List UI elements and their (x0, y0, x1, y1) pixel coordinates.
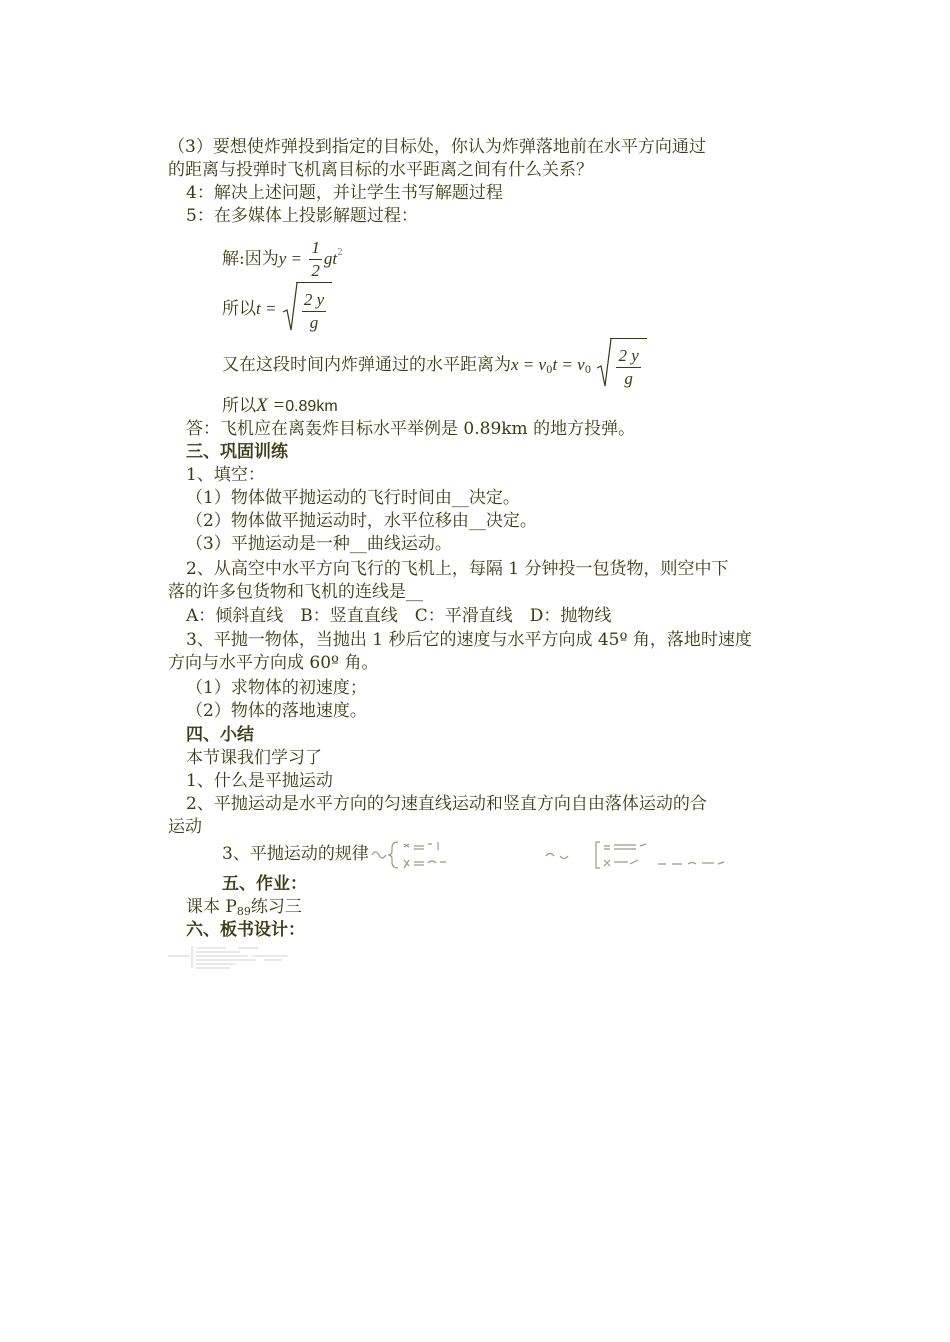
homework-page-subscript: 89 (236, 905, 251, 918)
so-t-prefix: 所以 (222, 299, 256, 319)
t-equals-v: t = v (552, 355, 585, 374)
question-2-options: A：倾斜直线 B：竖直直线 C：平滑直线 D：抛物线 (186, 606, 612, 626)
sqrt-numerator-2: 2 y (616, 345, 640, 368)
summary-2-line1: 2、平抛运动是水平方向的匀速直线运动和竖直方向自由落体运动的合 (186, 794, 707, 814)
section-6-title: 六、板书设计： (186, 920, 305, 940)
board-design-thumbnail (168, 944, 292, 970)
gt-term: gt (323, 249, 338, 268)
fill-blank-2: （2）物体做平抛运动时，水平位移由__决定。 (186, 511, 537, 531)
y-equals: y = (278, 249, 303, 268)
radical-icon (596, 338, 612, 388)
solution-prefix: 解:因为 (222, 249, 279, 269)
t-equals: t = (256, 299, 277, 318)
x-value: 0.89km (285, 398, 338, 415)
q3-text-line1: （3）要想使炸弹投到指定的目标处，你认为炸弹落地前在水平方向通过 (168, 137, 706, 157)
summary-intro: 本节课我们学习了 (186, 748, 322, 768)
v0-subscript-2: 0 (584, 365, 592, 376)
fraction-half (309, 237, 322, 282)
homework-prefix: 课本 P (186, 897, 237, 917)
sqrt-expression-2 (596, 338, 646, 393)
step-4: 4：解决上述问题，并让学生书写解题过程 (186, 183, 503, 203)
fill-blank-title: 1、填空： (186, 465, 265, 485)
v0-subscript-1: 0 (546, 365, 553, 376)
sqrt-denominator-2: g (624, 369, 633, 388)
solution-x-formula (222, 338, 647, 390)
horizontal-prefix: 又在这段时间内炸弹通过的水平距离为 (222, 355, 511, 375)
sqrt-fraction (302, 289, 326, 334)
solution-t-formula (222, 282, 332, 334)
x-var: X = (256, 395, 286, 416)
solution-y-formula (222, 228, 343, 278)
question-3-part2: （2）物体的落地速度。 (186, 701, 367, 721)
section-5-title: 五、作业： (222, 874, 307, 894)
square-exponent: 2 (337, 248, 343, 258)
question-3-line1: 3、平抛一物体，当抛出 1 秒后它的速度与水平方向成 45º 角，落地时速度 (186, 630, 752, 650)
fill-blank-3: （3）平抛运动是一种__曲线运动。 (186, 534, 452, 554)
so-x-result (222, 395, 338, 418)
fill-blank-1: （1）物体做平抛运动的飞行时间由__决定。 (186, 488, 520, 508)
question-2-line1: 2、从高空中水平方向飞行的飞机上，每隔 1 分钟投一包货物，则空中下 (186, 559, 729, 579)
sqrt-denominator: g (309, 313, 319, 332)
x-equals-v: x = v (511, 355, 547, 374)
answer-line: 答：飞机应在离轰炸目标水平举例是 0.89km 的地方投弹。 (186, 419, 636, 439)
sqrt-fraction-2 (616, 345, 640, 390)
sqrt-expression (282, 282, 332, 337)
q3-text-line2: 的距离与投弹时飞机离目标的水平距离之间有什么关系？ (168, 160, 593, 180)
summary-2-line2: 运动 (168, 817, 202, 837)
radical-icon (282, 282, 298, 332)
summary-3: 3、平抛运动的规律 (222, 844, 369, 864)
motion-rules-formula-image (368, 838, 760, 872)
so-x-prefix: 所以 (222, 396, 256, 416)
step-5: 5：在多媒体上投影解题过程： (186, 206, 418, 226)
homework-suffix: 练习三 (250, 897, 302, 917)
section-4-title: 四、小结 (186, 725, 254, 745)
question-2-line2: 落的许多包货物和飞机的连线是__ (168, 582, 423, 602)
section-3-title: 三、巩固训练 (186, 442, 288, 462)
question-3-part1: （1）求物体的初速度； (186, 678, 367, 698)
summary-1: 1、什么是平抛运动 (186, 771, 333, 791)
sqrt-numerator: 2 y (302, 289, 326, 312)
fraction-numerator: 1 (309, 237, 322, 260)
fraction-denominator: 2 (311, 261, 320, 280)
question-3-line2: 方向与水平方向成 60º 角。 (168, 653, 379, 673)
